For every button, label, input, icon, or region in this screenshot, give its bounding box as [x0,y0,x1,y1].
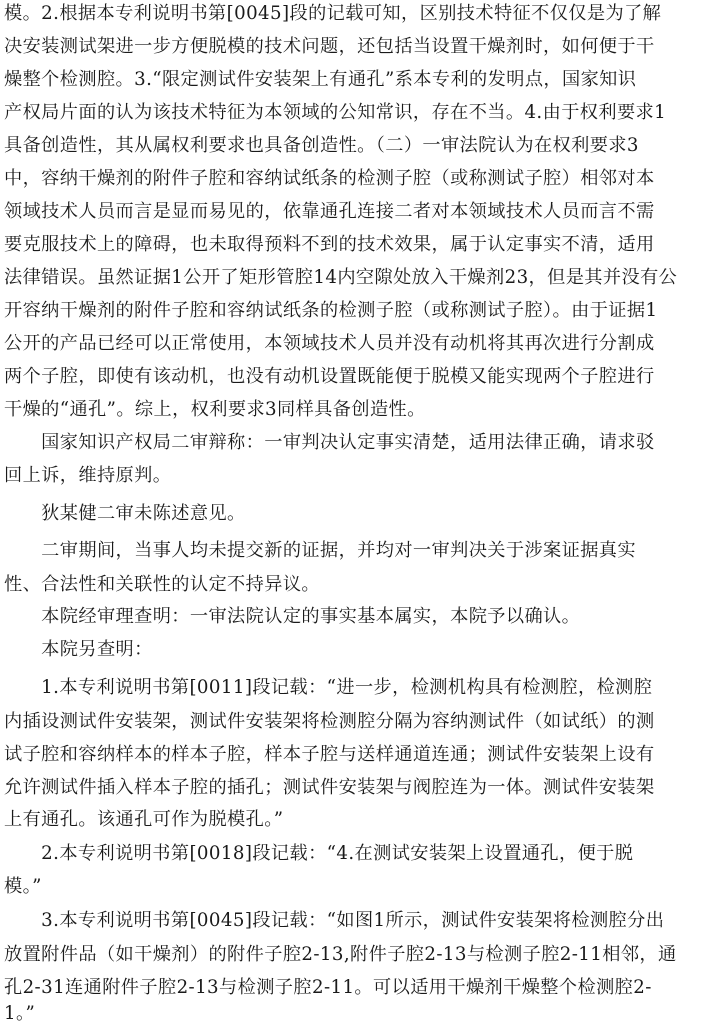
text-line: 燥整个检测腔。3.“限定测试件安装架上有通孔”系本专利的发明点，国家知识 [4,69,637,90]
text-line: 具备创造性，其从属权利要求也具备创造性。（二）一审法院认为在权利要求3 [4,135,639,156]
text-line: 模。2.根据本专利说明书第[0045]段的记载可知，区别技术特征不仅仅是为了解 [4,3,662,24]
text-line: 1.本专利说明书第[0011]段记载：“进一步，检测机构具有检测腔，检测腔 [4,677,653,698]
text-line: 性、合法性和关联性的认定不持异议。 [4,574,320,595]
text-line: 上有通孔。该通孔可作为脱模孔。” [4,809,284,830]
text-line: 中，容纳干燥剂的附件子腔和容纳试纸条的检测子腔（或称测试子腔）相邻对本 [4,168,655,189]
text-line: 领域技术人员而言是显而易见的，依靠通孔连接二者对本领域技术人员而言不需 [4,201,655,222]
text-line: 干燥的“通孔”。综上，权利要求3同样具备创造性。 [4,399,426,420]
text-line: 法律错误。虽然证据1公开了矩形管腔14内空隙处放入干燥剂23，但是其并没有公 [4,267,678,288]
text-line: 狄某健二审未陈述意见。 [4,503,246,524]
text-line: 回上诉，维持原判。 [4,465,172,486]
text-line: 二审期间，当事人均未提交新的证据，并均对一审判决关于涉案证据真实 [4,540,636,561]
text-line: 内插设测试件安装架，测试件安装架将检测腔分隔为容纳测试件（如试纸）的测 [4,711,655,732]
text-line: 两个子腔，即使有该动机，也没有动机设置既能便于脱模又能实现两个子腔进行 [4,366,655,387]
text-line: 2.本专利说明书第[0018]段记载：“4.在测试安装架上设置通孔，便于脱 [4,843,634,864]
text-line: 公开的产品已经可以正常使用，本领域技术人员并没有动机将其再次进行分割成 [4,333,655,354]
text-line: 模。” [4,876,42,897]
text-line: 孔2-31连通附件子腔2-13与检测子腔2-11。可以适用干燥剂干燥整个检测腔2- [4,977,652,998]
text-line: 3.本专利说明书第[0045]段记载：“如图1所示，测试件安装架将检测腔分出 [4,910,665,931]
text-line: 决安装测试架进一步方便脱模的技术问题，还包括当设置干燥剂时，如何便于干 [4,36,655,57]
text-line: 本院经审理查明：一审法院认定的事实基本属实，本院予以确认。 [4,606,581,627]
text-line: 开容纳干燥剂的附件子腔和容纳试纸条的检测子腔（或称测试子腔）。由于证据1 [4,300,658,321]
text-line: 国家知识产权局二审辩称：一审判决认定事实清楚，适用法律正确，请求驳 [4,432,655,453]
text-line: 放置附件品（如干燥剂）的附件子腔2-13,附件子腔2-13与检测子腔2-11相邻，通 [4,944,677,965]
text-line: 允许测试件插入样本子腔的插孔；测试件安装架与阀腔连为一体。测试件安装架 [4,777,655,798]
text-line: 试子腔和容纳样本的样本子腔，样本子腔与送样通道连通；测试件安装架上设有 [4,744,655,765]
text-line: 要克服技术上的障碍，也未取得预料不到的技术效果，属于认定事实不清，适用 [4,234,655,255]
text-line: 产权局片面的认为该技术特征为本领域的公知常识，存在不当。4.由于权利要求1 [4,102,667,123]
text-line: 本院另查明： [4,639,153,660]
text-line: 1。” [4,1003,36,1024]
